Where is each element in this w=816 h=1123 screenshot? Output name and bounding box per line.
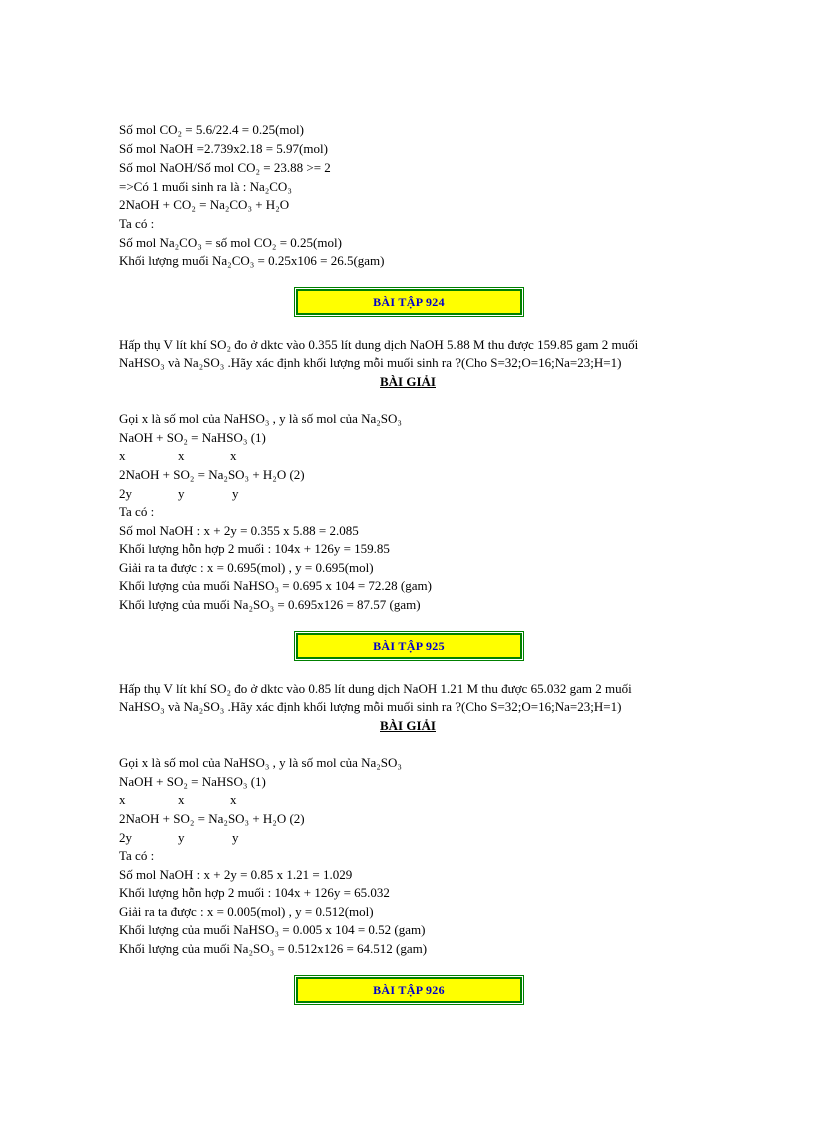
exercise-924-reaction-1-var-1: x	[119, 448, 126, 463]
exercise-924-line-2: Số mol NaOH : x + 2y = 0.355 x 5.88 = 2.085	[119, 523, 359, 538]
exercise-925-line-1: Ta có :	[119, 848, 155, 863]
prev-line-1: Số mol CO₂ = 5.6/22.4 = 0.25(mol)	[119, 122, 304, 137]
exercise-925-line-5: Khối lượng của muối NaHSO₃ = 0.005 x 104 = 0.52 (gam)	[119, 922, 426, 937]
prev-line-4: =>Có 1 muối sinh ra là : Na₂CO₃	[119, 179, 292, 194]
exercise-925-line-4: Giải ra ta được : x = 0.005(mol) , y = 0.512(mol)	[119, 904, 374, 919]
exercise-924-reaction-1-var-2: x	[178, 448, 185, 463]
exercise-924-reaction-2-var-2: y	[178, 486, 185, 501]
prev-line-7: Số mol Na₂CO₃ = số mol CO₂ = 0.25(mol)	[119, 235, 342, 250]
prev-line-3: Số mol NaOH/Số mol CO₂ = 23.88 >= 2	[119, 160, 331, 175]
exercise-925-line-2: Số mol NaOH : x + 2y = 0.85 x 1.21 = 1.029	[119, 867, 353, 882]
exercise-925-reaction-2-var-2: y	[178, 830, 185, 845]
exercise-924-line-6: Khối lượng của muối Na₂SO₃ = 0.695x126 = 87.57 (gam)	[119, 597, 421, 612]
prev-line-2: Số mol NaOH =2.739x2.18 = 5.97(mol)	[119, 141, 328, 156]
exercise-926-title-box	[296, 977, 522, 1003]
exercise-924-reaction-1-var-3: x	[230, 448, 237, 463]
exercise-924-reaction-2: 2NaOH + SO₂ = Na₂SO₃ + H₂O (2)	[119, 467, 305, 482]
exercise-924-line-4: Giải ra ta được : x = 0.695(mol) , y = 0.695(mol)	[119, 560, 374, 575]
exercise-924-title: BÀI TẬP 924	[373, 294, 445, 309]
exercise-925-title: BÀI TẬP 925	[373, 638, 445, 653]
exercise-925-title-box	[296, 633, 522, 659]
exercise-925-problem-line-2: NaHSO₃ và Na₂SO₃ .Hãy xác định khối lượng mỗi muối sinh ra ?(Cho S=32;O=16;Na=23;H=1)	[119, 699, 622, 714]
exercise-924-reaction-2-var-3: y	[232, 486, 239, 501]
prev-line-8: Khối lượng muối Na₂CO₃ = 0.25x106 = 26.5(gam)	[119, 253, 385, 268]
exercise-924-reaction-2-var-1: 2y	[119, 486, 132, 501]
exercise-925-reaction-1-var-3: x	[230, 792, 237, 807]
exercise-925-intro: Gọi x là số mol của NaHSO₃ , y là số mol của Na₂SO₃	[119, 755, 402, 770]
exercise-924-line-5: Khối lượng của muối NaHSO₃ = 0.695 x 104 = 72.28 (gam)	[119, 578, 432, 593]
prev-line-6: Ta có :	[119, 216, 155, 231]
prev-line-5: 2NaOH + CO₂ = Na₂CO₃ + H₂O	[119, 197, 290, 212]
exercise-925-solution-heading: BÀI GIẢI	[380, 718, 436, 733]
exercise-924-problem-line-1: Hấp thụ V lít khí SO₂ đo ở dktc vào 0.355 lít dung dịch NaOH 5.88 M thu được 159.85 gam 2 muối	[119, 337, 639, 352]
exercise-924-line-3: Khối lượng hỗn hợp 2 muối : 104x + 126y = 159.85	[119, 541, 390, 556]
exercise-924-line-1: Ta có :	[119, 504, 155, 519]
exercise-924-intro: Gọi x là số mol của NaHSO₃ , y là số mol của Na₂SO₃	[119, 411, 402, 426]
exercise-925-reaction-2-var-3: y	[232, 830, 239, 845]
exercise-924-title-box	[296, 289, 522, 315]
exercise-925-problem-line-1: Hấp thụ V lít khí SO₂ đo ở dktc vào 0.85 lít dung dịch NaOH 1.21 M thu được 65.032 gam 2 muối	[119, 681, 632, 696]
exercise-925-reaction-1-var-2: x	[178, 792, 185, 807]
exercise-924-reaction-1: NaOH + SO₂ = NaHSO₃ (1)	[119, 430, 266, 445]
exercise-925-reaction-2-var-1: 2y	[119, 830, 132, 845]
exercise-925-reaction-1: NaOH + SO₂ = NaHSO₃ (1)	[119, 774, 266, 789]
exercise-925-line-3: Khối lượng hỗn hợp 2 muối : 104x + 126y = 65.032	[119, 885, 390, 900]
exercise-925-reaction-2: 2NaOH + SO₂ = Na₂SO₃ + H₂O (2)	[119, 811, 305, 826]
exercise-925-line-6: Khối lượng của muối Na₂SO₃ = 0.512x126 = 64.512 (gam)	[119, 941, 428, 956]
exercise-924-solution-heading: BÀI GIẢI	[380, 374, 436, 389]
exercise-925-reaction-1-var-1: x	[119, 792, 126, 807]
exercise-924-problem-line-2: NaHSO₃ và Na₂SO₃ .Hãy xác định khối lượng mỗi muối sinh ra ?(Cho S=32;O=16;Na=23;H=1)	[119, 355, 622, 370]
exercise-926-title: BÀI TẬP 926	[373, 982, 445, 997]
